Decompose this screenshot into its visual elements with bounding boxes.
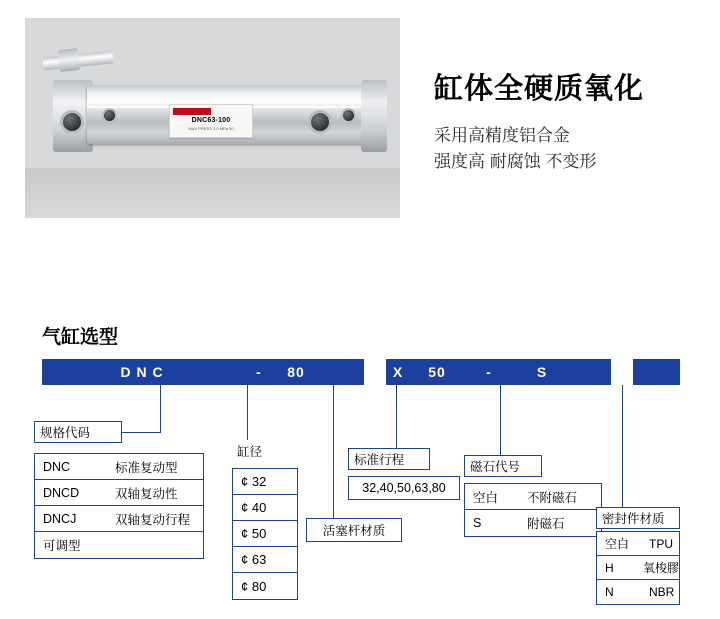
table-row — [35, 480, 203, 506]
spec-code-value: DNC — [43, 459, 71, 474]
callout-table-seal — [596, 531, 680, 605]
callout-label-seal: 密封件材质 — [596, 507, 680, 529]
leader-line-stroke — [396, 385, 397, 448]
code-segment-stroke: 50 — [428, 364, 446, 380]
list-item: ¢ 50 — [233, 521, 297, 547]
table-row — [465, 484, 601, 510]
rod-end-nut — [58, 48, 80, 72]
magnet-code: S — [473, 516, 482, 530]
callout-label-spec-code: 规格代码 — [34, 421, 122, 443]
headline-block — [434, 66, 704, 174]
label-spec-text: MAX PRESS 1.0 MPa 50 — [188, 126, 234, 131]
leader-line-rod — [333, 385, 334, 518]
code-segment-magnet: S — [536, 364, 548, 380]
code-segment-blank-rod — [364, 359, 386, 385]
list-item: ¢ 80 — [241, 578, 267, 594]
callout-label-bore: 缸径 — [232, 440, 292, 462]
seal-code: H — [605, 560, 614, 575]
spec-code-value: DNCJ — [43, 511, 77, 526]
magnet-desc: 附磁石 — [527, 517, 565, 531]
list-item: ¢ 63 — [233, 547, 297, 573]
leader-line-series — [160, 385, 161, 432]
leader-line-bore — [247, 385, 248, 440]
callout-table-magnet — [464, 483, 602, 537]
leader-line-magnet — [500, 385, 501, 455]
magnet-desc: 不附磁石 — [527, 490, 578, 505]
callout-table-bore — [232, 468, 298, 600]
photo-shadow — [25, 168, 400, 218]
headline-title: 缸体全硬质氧化 — [434, 73, 645, 105]
code-segment-bore: 80 — [287, 364, 305, 380]
headline-line-1: 采用高精度铝合金 — [434, 126, 570, 145]
air-port-icon — [63, 113, 81, 131]
label-brand-bar — [173, 108, 211, 115]
callout-label-stroke: 标准行程 — [348, 448, 430, 470]
headline-line-2: 强度高 耐腐蚀 不变形 — [434, 151, 597, 171]
table-row — [597, 556, 679, 580]
spec-code-desc: 双轴复动行程 — [115, 512, 191, 527]
leader-line-seal — [622, 385, 623, 507]
spec-code-value: DNCD — [43, 485, 80, 500]
product-photo — [25, 18, 400, 218]
code-segment-blank-seal — [611, 359, 633, 385]
list-item: ¢ 40 — [233, 495, 297, 521]
leader-line-series-h — [121, 432, 161, 433]
seal-desc: NBR — [649, 585, 675, 599]
table-row — [35, 454, 203, 480]
screw-hole-icon — [104, 110, 115, 121]
air-port-icon — [311, 113, 329, 131]
callout-label-magnet: 磁石代号 — [464, 455, 542, 477]
magnet-code: 空白 — [473, 490, 499, 505]
screw-hole-icon — [343, 110, 354, 121]
table-row — [35, 506, 203, 532]
callout-value-stroke: 32,40,50,63,80 — [348, 476, 460, 500]
table-row — [597, 580, 679, 604]
model-code-bar — [42, 359, 680, 385]
code-segment-x: X — [392, 364, 404, 380]
callout-table-spec-code — [34, 453, 204, 559]
seal-desc: TPU — [649, 536, 673, 551]
table-row — [35, 532, 203, 558]
section-title: 气缸选型 — [42, 327, 119, 348]
code-segment-series: D N C — [120, 364, 164, 380]
product-label-plate — [169, 104, 253, 138]
seal-code: N — [605, 585, 614, 599]
callout-label-rod-material: 活塞杆材质 — [306, 518, 402, 542]
table-row — [465, 510, 601, 536]
code-segment-dash-1: - — [256, 364, 262, 380]
seal-desc: 氧梭膠 — [642, 561, 679, 575]
spec-code-desc: 标准复动型 — [115, 460, 178, 475]
list-item: ¢ 32 — [233, 469, 297, 495]
spec-code-desc: 双轴复动性 — [115, 486, 178, 501]
cylinder-front-cap — [361, 80, 387, 152]
label-model-text: DNC63-100 — [191, 117, 231, 124]
table-row — [597, 532, 679, 556]
spec-code-value: 可调型 — [43, 539, 81, 553]
code-segment-dash-2: - — [486, 364, 492, 380]
seal-code: 空白 — [605, 537, 630, 551]
